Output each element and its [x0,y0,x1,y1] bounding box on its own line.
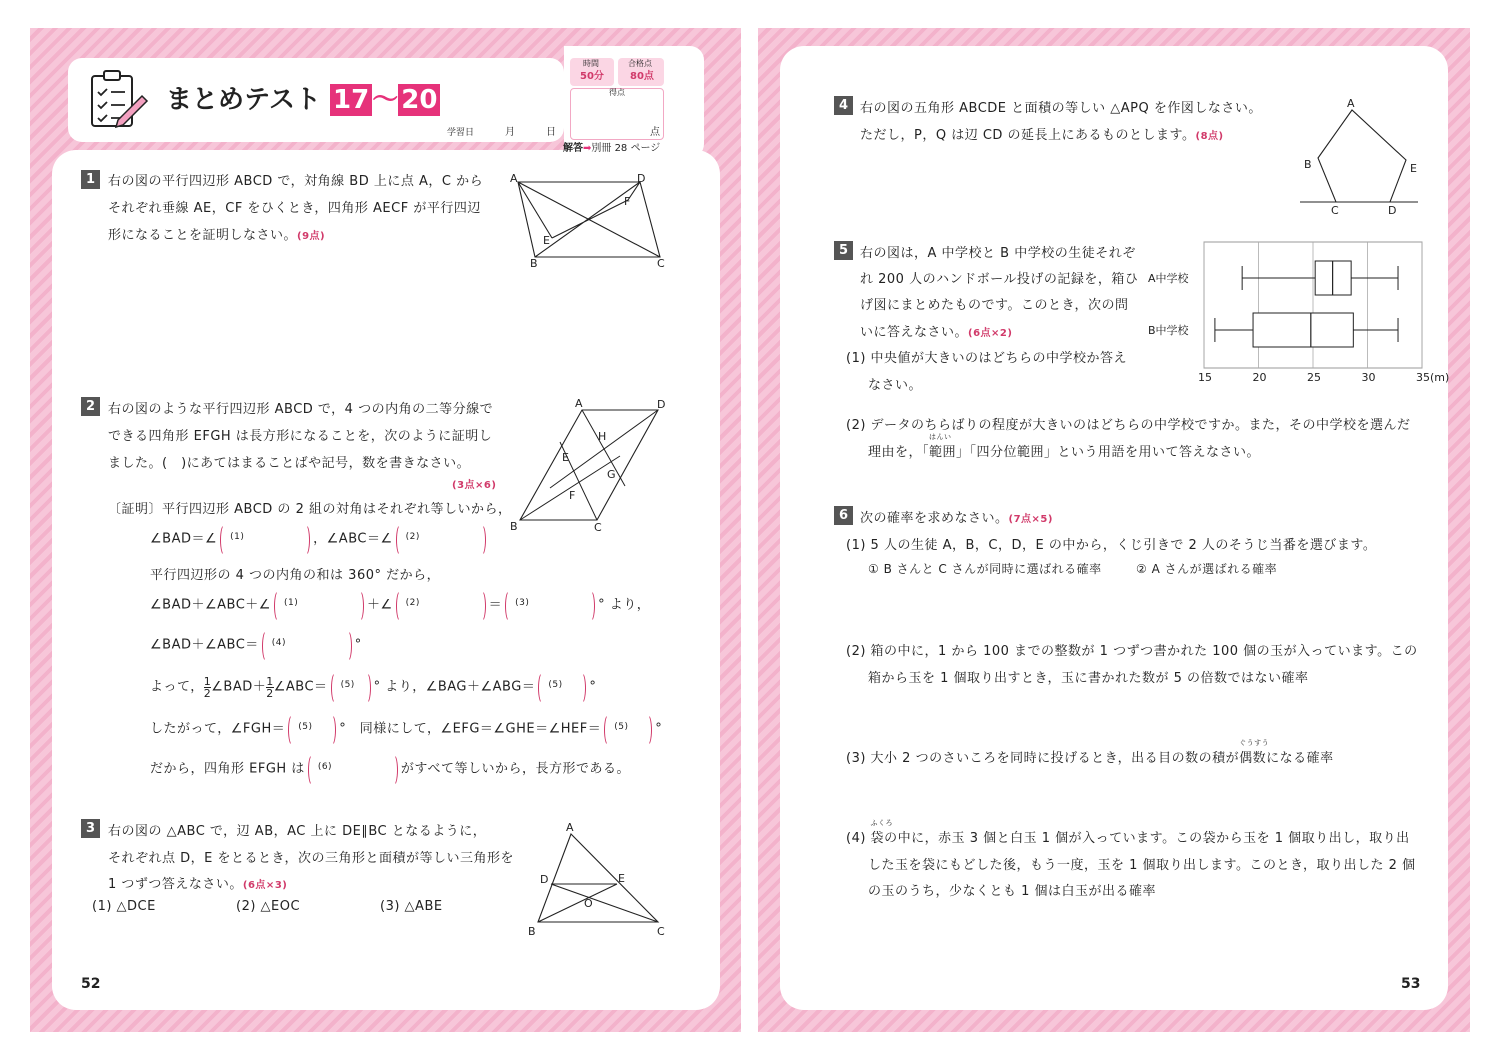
date-month: 月 [505,127,515,138]
q2-label-h: H [598,430,607,443]
q5-sub1-line1: (1) 中央値が大きいのはどちらの中学校か答え [846,351,1128,366]
clipboard-icon [88,68,150,130]
series-label-1: B中学校 [1148,324,1189,337]
q2-proof-line4: ∠BAD＋∠ABC＝ (4) ° [150,630,362,660]
q1-label-b: B [530,257,538,270]
page-number-left: 52 [81,976,101,992]
q6-s1b: ② A さんが選ばれる確率 [1136,562,1278,576]
q2-proof-line3: ∠BAD＋∠ABC＋∠ (1) ＋∠ (2) ＝ (3) ° より， [150,590,650,620]
badge-start: 17 [330,84,372,116]
q3-label-a: A [566,821,574,834]
q2-proof-line7: だから，四角形 EFGH は (6) がすべて等しいから，長方形である。 [150,754,630,784]
q1-points: (9点) [297,231,326,242]
answer-blank-1[interactable]: (1) [220,524,310,554]
q3-item-1: (1) △DCE [92,899,156,914]
q2-label-d: D [657,398,666,411]
q3-points: (6点×3) [242,880,288,891]
q3-label-c: C [657,925,665,938]
q2-proof-line1: ∠BAD＝∠ (1) ，∠ABC＝∠ (2) [150,524,489,554]
q2-line1: 右の図のような平行四辺形 ABCD で，4 つの内角の二等分線で [108,402,494,417]
q6-points: (7点×5) [1008,514,1053,525]
badge-end: 20 [398,84,440,116]
answer-blank-2[interactable]: (2) [396,524,486,554]
answer-blank-6[interactable]: (6) [308,754,398,784]
q6-s4c: の玉のうち，少なくとも 1 個は白玉が出る確率 [868,884,1157,899]
q3-label-e: E [618,872,625,885]
q2-points: (3点×6) [452,480,497,491]
q2-proof-intro: 〔証明〕平行四辺形 ABCD の 2 組の対角はそれぞれ等しいから， [108,502,512,517]
date-day: 日 [546,127,556,138]
q1-line3: 形になることを証明しなさい。(9点) [108,228,326,243]
ruby-fukuro: ふくろ 袋 [870,819,894,846]
q5-line2: れ 200 人のハンドボール投げの記録を，箱ひ [860,272,1139,287]
q5-sub2-line2: 理由を，「 はんい 範囲」「四分位範囲」という用語を用いて答えなさい。 [868,433,1261,460]
q4-line2: ただし，P，Q は辺 CD の延長上にあるものとします。(8点) [860,128,1224,143]
q1-label-a: A [510,172,518,185]
page-number-right: 53 [1401,976,1421,992]
q1-number: 1 [81,170,100,189]
q3-item-3: (3) △ABE [380,899,443,914]
q4-line1: 右の図の五角形 ABCDE と面積の等しい △APQ を作図しなさい。 [860,101,1262,116]
q2-line3: ました。( )にあてはまることばや記号，数を書きなさい。 [108,456,471,471]
series-label-0: A中学校 [1148,272,1189,285]
q2-label-c: C [594,521,602,534]
q5-line3: げ図にまとめたものです。このとき，次の問 [860,298,1129,313]
q2-line2: できる四角形 EFGH は長方形になることを，次のように証明し [108,429,493,444]
ruby-hani: はんい 範囲 [929,433,957,460]
answer-blank-1b[interactable]: (1) [274,590,364,620]
q3-line2: それぞれ点 D，E をとるとき，次の三角形と面積が等しい三角形を [108,851,514,866]
tick-label-1: 20 [1252,371,1267,384]
q5-line4: いに答えなさい。(6点×2) [860,325,1013,340]
q5-sub1-line2: なさい。 [868,378,923,393]
q2-label-g: G [607,468,616,481]
answer-reference: 解答➡別冊 28 ページ [563,143,661,154]
q3-item-2: (2) △EOC [236,899,301,914]
q1-label-c: C [657,257,665,270]
q6-s1: (1) 5 人の生徒 A，B，C，D，E の中から，くじ引きで 2 人のそうじ当番を選びます。 [846,538,1377,553]
q6-s2a: (2) 箱の中に，1 から 100 までの整数が 1 つずつ書かれた 100 個の玉が入っています。この [846,644,1418,659]
score-label: 得点 [609,88,625,97]
answer-blank-4[interactable]: (4) [262,630,352,660]
q4-label-c: C [1331,204,1339,217]
q4-figure [1298,96,1423,216]
q1-label-e: E [543,234,550,247]
box-1 [1253,313,1353,347]
q2-label-a: A [575,397,583,410]
q2-proof-line5: よって， $\frac{1}{2}$ ∠BAD＋ $\frac{1}{2}$ ∠ABC＝ (5) ° より，∠BAG＋∠ABG＝ (5) ° [150,672,596,702]
q2-proof-line2: 平行四辺形の 4 つの内角の和は 360° だから， [150,568,441,583]
answer-blank-5[interactable]: (5) [331,672,371,702]
q2-number: 2 [81,397,100,416]
answer-blank-5c[interactable]: (5) [288,714,336,744]
tick-label-4: 35(m) [1416,371,1450,384]
q6-s4b: した玉を袋にもどした後，もう一度，玉を 1 個取り出します。このとき，取り出した 2 個 [868,858,1416,873]
q6-s3: (3) 大小 2 つのさいころを同時に投げるとき，出る目の数の積が ぐうすう 偶数になる確率 [846,739,1334,766]
boxplot-chart [1140,240,1450,386]
q1-label-d: D [637,172,646,185]
q4-label-a: A [1347,97,1355,110]
q1-label-f: F [624,195,631,208]
q5-line1: 右の図は，A 中学校と B 中学校の生徒それぞ [860,246,1136,261]
q1-line1: 右の図の平行四辺形 ABCD で，対角線 BD 上に点 A，C から [108,174,484,189]
q3-line3: 1 つずつ答えなさい。(6点×3) [108,877,288,892]
q4-label-e: E [1410,162,1417,175]
badge-tilde: 〜 [372,85,399,115]
q4-label-b: B [1304,158,1312,171]
q2-label-e: E [562,451,569,464]
q5-sub2-line1: (2) データのちらばりの程度が大きいのはどちらの中学校ですか。また，その中学校を選んだ [846,418,1411,433]
q3-label-o: O [584,897,593,910]
q3-line1: 右の図の △ABC で，辺 AB，AC 上に DE∥BC となるように， [108,824,487,839]
fraction-half: $\frac{1}{2}$ [203,674,212,700]
tick-label-0: 15 [1198,371,1212,384]
q6-number: 6 [834,506,853,525]
q4-number: 4 [834,96,853,115]
answer-blank-5d[interactable]: (5) [604,714,652,744]
q1-line2: それぞれ垂線 AE，CF をひくとき，四角形 AECF が平行四辺 [108,201,481,216]
q2-figure [510,398,670,533]
q2-label-b: B [510,520,518,533]
pass-label: 合格点 [628,59,652,68]
q4-points: (8点) [1195,131,1224,142]
tick-label-2: 25 [1307,371,1321,384]
ruby-guusuu: ぐうすう 偶数 [1239,739,1270,766]
tick-label-3: 30 [1361,371,1376,384]
q5-points: (6点×2) [968,328,1013,339]
q6-s4a: (4) ふくろ 袋の中に，赤玉 3 個と白玉 1 個が入っています。この袋から玉を 1 個取り出し，取り出 [846,819,1410,846]
q3-number: 3 [81,819,100,838]
arrow-right-icon: ➡ [583,143,592,154]
q2-label-f: F [569,489,576,502]
q1-figure [510,172,670,270]
answer-blank-5b[interactable]: (5) [538,672,586,702]
time-label: 時間 [583,59,599,68]
q3-label-b: B [528,925,536,938]
q6-title: 次の確率を求めなさい。(7点×5) [860,511,1053,526]
q6-s1a: ① B さんと C さんが同時に選ばれる確率 [868,562,1102,576]
q2-proof-line6: したがって，∠FGH＝ (5) ° 同様にして，∠EFG＝∠GHE＝∠HEF＝ (5) ° [150,714,662,744]
q6-s2b: 箱から玉を 1 個取り出すとき，玉に書かれた数が 5 の倍数ではない確率 [868,671,1309,686]
q5-number: 5 [834,241,853,260]
page-title: まとめテスト 17 〜 20 [166,84,440,116]
date-label: 学習日 [447,128,475,138]
fraction-half-2: $\frac{1}{2}$ [266,674,274,700]
answer-blank-2b[interactable]: (2) [396,590,486,620]
q4-label-d: D [1388,204,1397,217]
answer-blank-3[interactable]: (3) [505,590,595,620]
pass-value: 80点 [630,71,654,82]
score-unit: 点 [650,127,660,138]
q3-label-d: D [540,873,549,886]
time-value: 50分 [580,71,604,82]
q3-figure [528,822,673,937]
